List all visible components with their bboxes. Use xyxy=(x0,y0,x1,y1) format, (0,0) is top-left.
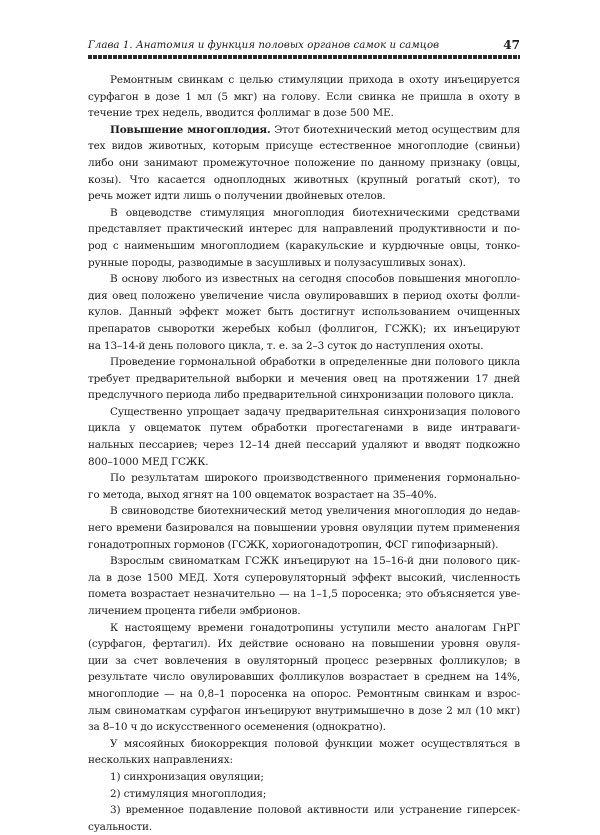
text-line: рунные породы, разводимые в засушливых и полузасушливых зонах). xyxy=(88,256,466,269)
text-line: суальности. xyxy=(88,820,153,833)
text-line: Ремонтным свинкам с целью стимуляции прихода в охоту инъецируется xyxy=(110,74,520,86)
text-line: нескольких направлениях: xyxy=(88,754,233,767)
text-line: речь может идти лишь о получении двойневых отелов. xyxy=(88,190,386,203)
paragraph xyxy=(88,271,520,354)
text-line: либо они занимают промежуточное положение по данному признаку (овцы, xyxy=(88,156,520,169)
text-line: Взрослым свиноматкам ГСЖК инъецируют на 15–16-й дни полового цик- xyxy=(110,555,520,568)
text-line: го метода, выход ягнят на 100 овцематок возрастает на 35–40%. xyxy=(88,488,437,501)
text-line: дия овец положено увеличение числа овулировавших в период охоты фолли- xyxy=(88,289,520,302)
text-line: течение трех недель, вводится фоллимаг в дозе 500 МЕ. xyxy=(88,107,394,120)
paragraph xyxy=(88,553,520,619)
paragraph xyxy=(88,205,520,271)
text-line: ла в дозе 1500 МЕД. Хотя суперовуляторный эффект высокий, численность xyxy=(88,571,520,584)
text-line: на 13–14-й день полового цикла, т. е. за 2–3 суток до наступления охоты. xyxy=(88,339,484,352)
paragraph xyxy=(88,786,520,803)
text-line: тех видов животных, которым присуще естественное многоплодие (свиньи) xyxy=(88,140,520,153)
text-line: сурфагон в дозе 1 мл (5 мкг) на голову. Если свинка не пришла в охоту в xyxy=(88,90,520,103)
paragraph xyxy=(88,404,520,470)
page-number: 47 xyxy=(503,38,520,52)
text-line: козы). Что касается одноплодных животных (крупный рогатый скот), то xyxy=(88,173,520,186)
paragraph xyxy=(88,736,520,769)
text-line: кулов. Данный эффект может быть достигнут использованием очищенных xyxy=(88,306,520,319)
text-line: помета возрастает незначительно — на 1–1,5 поросенка; это объясняется уве- xyxy=(88,588,520,601)
text-line: В свиноводстве биотехнический метод увеличения многоплодия до недав- xyxy=(110,505,520,518)
text-run: Этот биотехнический метод осуществим для xyxy=(270,123,520,136)
text-line: К настоящему времени гонадотропины уступили место аналогам ГнРГ xyxy=(110,621,520,634)
text-line: за 8–10 ч до искусственного осеменения (однократно). xyxy=(88,721,386,734)
text-line: гонадотропных гормонов (ГСЖК, хориогонадотропин, ФСГ гипофизарный). xyxy=(88,538,499,551)
header-rule xyxy=(88,55,520,59)
bold-term: Повышение многоплодия. xyxy=(110,123,271,136)
text-line: ции за счет вовлечения в овуляторный процесс резервных фолликулов; в xyxy=(88,654,520,667)
text-line: лым свиноматкам сурфагон инъецируют внутримышечно в дозе 2 мл (10 мкг) xyxy=(88,704,520,717)
text-line: 800–1000 МЕД ГСЖК. xyxy=(88,455,209,468)
text-line xyxy=(88,122,520,139)
text-line: В овцеводстве стимуляция многоплодия биотехническими средствами xyxy=(110,206,520,219)
body-text xyxy=(88,72,520,835)
paragraph xyxy=(88,72,520,122)
text-line: результате число овулировавших фолликулов возрастает в среднем на 14%, xyxy=(88,671,520,684)
text-line: представляет практический интерес для направлений продуктивности и по- xyxy=(88,223,520,236)
text-line: цикла у овцематок путем обработки прогестагенами в виде интраваги- xyxy=(88,422,520,435)
text-line: Проведение гормональной обработки в определенные дни полового цикла xyxy=(110,356,520,369)
paragraph xyxy=(88,122,520,205)
chapter-title: Глава 1. Анатомия и функция половых органов самок и самцов xyxy=(88,40,440,51)
text-line: нальных пессариев; через 12–14 дней пессарий удаляют и вводят подкожно xyxy=(88,439,520,452)
text-line: род с наименьшим многоплодием (каракульские и курдючные овцы, тонко- xyxy=(88,239,520,252)
text-line: По результатам широкого производственного применения гормонально- xyxy=(110,472,520,485)
text-line: В основу любого из известных на сегодня способов повышения многопло- xyxy=(110,273,520,286)
text-line: препаратов сыворотки жеребых кобыл (фоллигон, ГСЖК); их инъецируют xyxy=(88,322,520,335)
text-line: него времени базировался на повышении уровня овуляции путем применения xyxy=(88,522,520,535)
paragraph xyxy=(88,470,520,503)
paragraph xyxy=(88,769,520,786)
text-line: требует предварительной выборки и мечения овец на протяжении 17 дней xyxy=(88,372,520,385)
text-line: 1) синхронизация овуляции; xyxy=(110,770,264,783)
paragraph xyxy=(88,354,520,404)
text-line: Существенно упрощает задачу предварительная синхронизация полового xyxy=(110,405,520,418)
text-line: 3) временное подавление половой активности или устранение гиперсек- xyxy=(110,804,520,817)
text-line: предслучного периода либо предварительной синхронизации полового цикла. xyxy=(88,389,514,402)
text-line: (сурфагон, фертагил). Их действие основано на повышении уровня овуля- xyxy=(88,638,520,651)
paragraph xyxy=(88,802,520,835)
text-line: многоплодие — на 0,8–1 поросенка на опорос. Ремонтным свинкам и взрос- xyxy=(88,687,520,700)
paragraph xyxy=(88,503,520,553)
text-line: личением процента гибели эмбрионов. xyxy=(88,605,301,617)
text-line: У мясояйных биокоррекция половой функции может осуществляться в xyxy=(110,737,520,750)
text-line: 2) стимуляция многоплодия; xyxy=(110,787,267,800)
paragraph xyxy=(88,620,520,736)
